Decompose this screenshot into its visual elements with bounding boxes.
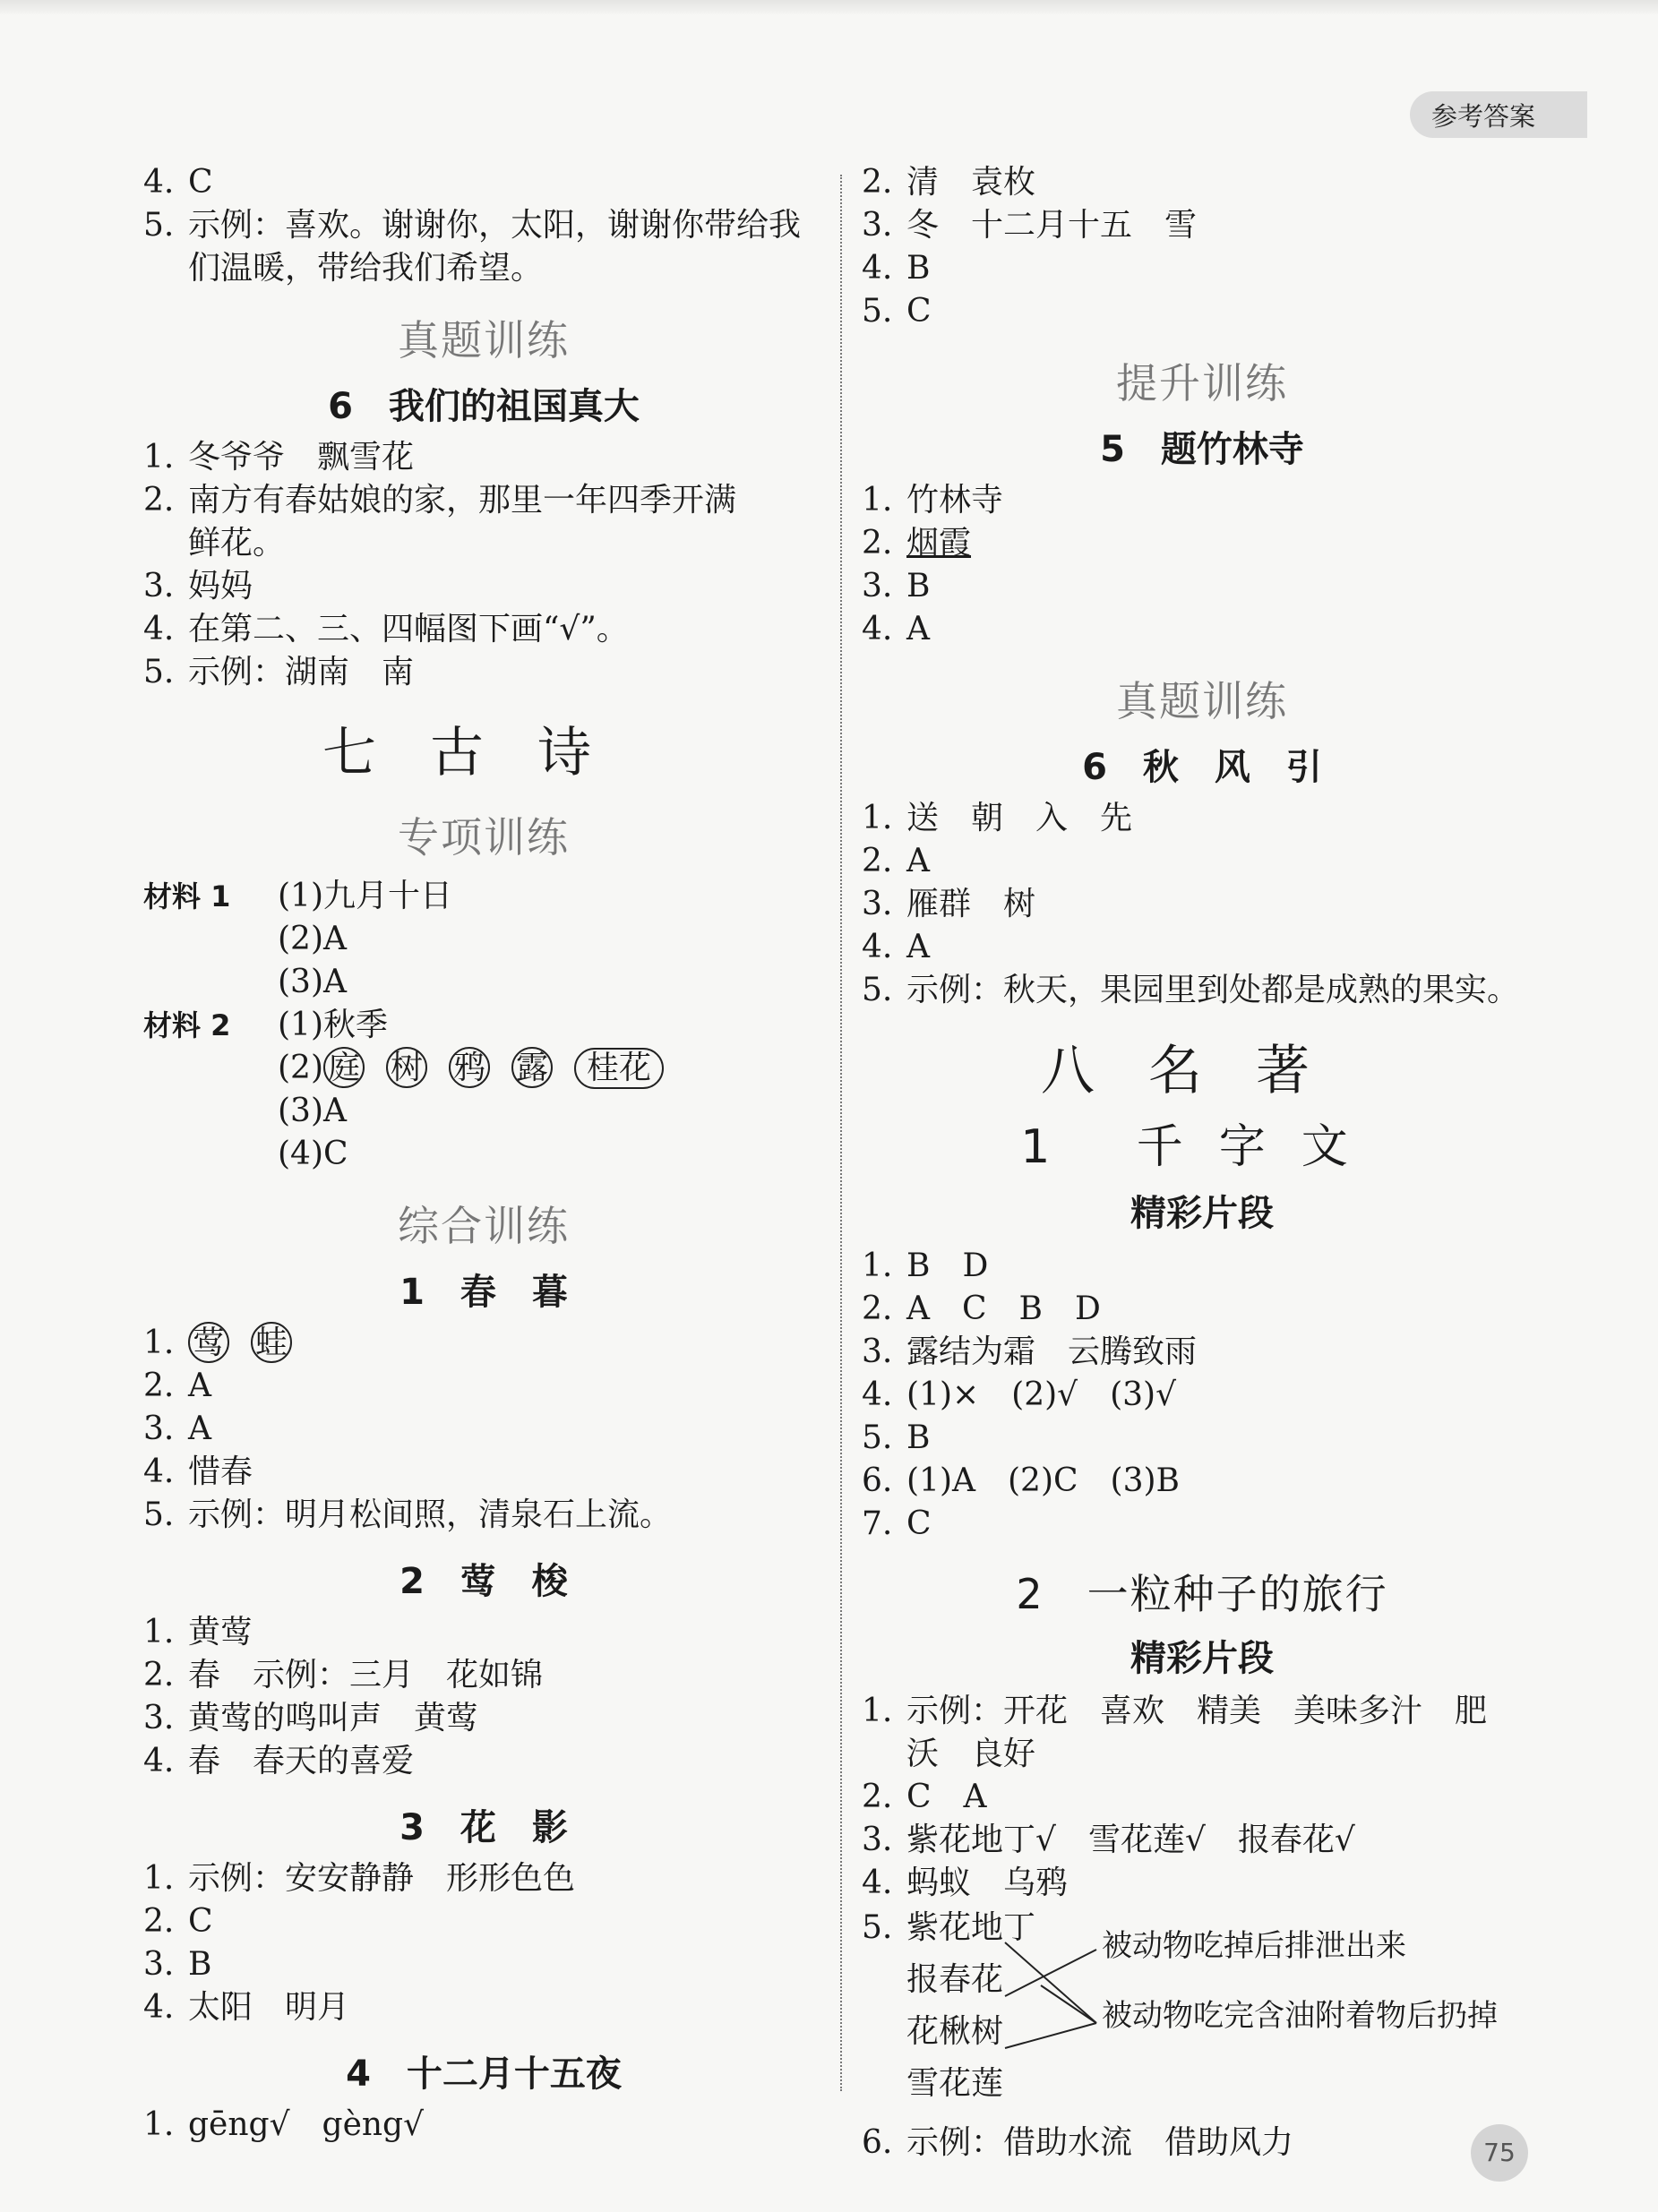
section-heading: 专项训练 bbox=[398, 813, 570, 862]
answer-line: 4. A bbox=[862, 611, 930, 647]
answer-line: 2. A C B D bbox=[862, 1290, 1101, 1327]
matching-diagram: 5. 紫花地丁 报春花 花楸树 雪花莲 被动物吃掉后排泄出来 被动物吃完含油附着物后扔掉 bbox=[862, 1907, 1542, 2122]
poem-title: 3 花 影 bbox=[399, 1807, 568, 1848]
page-number: 75 bbox=[1471, 2124, 1528, 2182]
answer-line: 4. C bbox=[143, 164, 213, 201]
answer-continuation: 沃 良好 bbox=[906, 1736, 1036, 1772]
poem-title: 5 题竹林寺 bbox=[1100, 429, 1304, 470]
answer-line: 1. B D bbox=[862, 1247, 989, 1284]
answer-line: 1. gēng√ gèng√ bbox=[143, 2106, 425, 2143]
book-title: 1 千字文 bbox=[1020, 1120, 1384, 1174]
answer-line: 5. 示例：湖南 南 bbox=[143, 654, 415, 690]
unit-title: 八名著 bbox=[1041, 1040, 1363, 1102]
match-right-item: 被动物吃完含油附着物后扔掉 bbox=[1102, 1998, 1498, 2034]
answer-line: 3. B bbox=[143, 1946, 212, 1983]
answer-line: 3. 露结为霜 云腾致雨 bbox=[862, 1333, 1198, 1370]
circled-char: 庭 bbox=[323, 1047, 365, 1088]
answer-line: 5. C bbox=[862, 293, 932, 330]
answer-line: 2. C A bbox=[862, 1779, 987, 1815]
answer-line: 2. 清 袁枚 bbox=[862, 164, 1036, 201]
answer-line: 4. 在第二、三、四幅图下画“√”。 bbox=[143, 611, 629, 647]
answer-line: 6. 示例：借助水流 借助风力 bbox=[862, 2124, 1294, 2161]
answer-line: 2. 春 示例：三月 花如锦 bbox=[143, 1657, 544, 1693]
poem-title: 4 十二月十五夜 bbox=[346, 2053, 622, 2095]
material-line: (4)C bbox=[278, 1136, 348, 1172]
book-title: 2 一粒种子的旅行 bbox=[1016, 1570, 1388, 1618]
material-line: (3)A bbox=[278, 964, 347, 1000]
answer-line: 4. B bbox=[862, 250, 931, 287]
section-heading: 提升训练 bbox=[1116, 359, 1288, 407]
unit-title: 七古诗 bbox=[322, 722, 645, 784]
circled-char: 莺 bbox=[188, 1322, 229, 1363]
left-column bbox=[143, 161, 824, 2147]
match-left-item: 花楸树 bbox=[906, 2013, 1004, 2050]
chapter-title: 6 我们的祖国真大 bbox=[328, 386, 640, 427]
right-column bbox=[862, 161, 1542, 2165]
answer-line: 3. 雁群 树 bbox=[862, 886, 1036, 922]
answer-line: 5. 示例：喜欢。谢谢你，太阳，谢谢你带给我 bbox=[143, 207, 802, 244]
match-right-item: 被动物吃掉后排泄出来 bbox=[1102, 1928, 1406, 1964]
answer-line: 3. 冬 十二月十五 雪 bbox=[862, 207, 1198, 244]
answer-line: 2. C bbox=[143, 1903, 213, 1940]
answer-line: 6. (1)A (2)C (3)B bbox=[862, 1462, 1180, 1499]
subsection-heading: 精彩片段 bbox=[1130, 1638, 1274, 1679]
answer-line: 3. 妈妈 bbox=[143, 568, 253, 604]
poem-title: 2 莺 梭 bbox=[399, 1561, 568, 1602]
answer-line: 3. B bbox=[862, 568, 931, 604]
matching-lines bbox=[862, 1907, 1542, 2122]
answer-line: 4. 蚂蚁 乌鸦 bbox=[862, 1865, 1069, 1901]
section-heading: 真题训练 bbox=[398, 316, 570, 364]
answer-line: 1. 莺 蛙 bbox=[143, 1322, 824, 1365]
answer-line: 2. 南方有春姑娘的家，那里一年四季开满 bbox=[143, 482, 737, 519]
material-line: 材料 2 (1)秋季 bbox=[143, 1007, 388, 1043]
material-line: 材料 1 (1)九月十日 bbox=[143, 878, 452, 914]
subsection-heading: 精彩片段 bbox=[1130, 1193, 1274, 1234]
section-heading: 真题训练 bbox=[1116, 677, 1288, 725]
material-line: (3)A bbox=[278, 1093, 347, 1129]
answer-line: 4. 太阳 明月 bbox=[143, 1989, 350, 2026]
answer-line: 7. C bbox=[862, 1505, 932, 1542]
answer-line: 3. A bbox=[143, 1410, 211, 1447]
answer-line: 4. 惜春 bbox=[143, 1453, 253, 1490]
section-heading: 综合训练 bbox=[398, 1202, 570, 1250]
answer-line: 2. 烟霞 bbox=[862, 525, 972, 562]
answer-line: 5. B bbox=[862, 1419, 931, 1456]
circled-char: 鸦 bbox=[449, 1047, 490, 1088]
answer-line: 4. (1)× (2)√ (3)√ bbox=[862, 1376, 1177, 1413]
answer-line: 2. A bbox=[862, 843, 930, 879]
material-line: (2)A bbox=[278, 921, 347, 957]
answer-line: 1. 示例：开花 喜欢 精美 美味多汁 肥 bbox=[862, 1693, 1488, 1729]
answer-line: 3. 紫花地丁√ 雪花莲√ 报春花√ bbox=[862, 1822, 1355, 1858]
match-left-item: 报春花 bbox=[906, 1961, 1004, 1998]
answer-line: 5. 示例：秋天，果园里到处都是成熟的果实。 bbox=[862, 972, 1520, 1008]
answer-line: 1. 示例：安安静静 形形色色 bbox=[143, 1860, 576, 1897]
match-left-item: 紫花地丁 bbox=[906, 1909, 1036, 1946]
answer-line: 4. 春 春天的喜爱 bbox=[143, 1743, 415, 1779]
column-divider bbox=[840, 175, 842, 2091]
poem-title: 6 秋 风 引 bbox=[1082, 747, 1322, 788]
answer-continuation: 鲜花。 bbox=[188, 525, 286, 562]
material-line: (2) 庭 树 鸦 露 桂花 bbox=[143, 1047, 824, 1090]
answer-line: 3. 黄莺的鸣叫声 黄莺 bbox=[143, 1700, 479, 1736]
answer-line: 1. 黄莺 bbox=[143, 1614, 253, 1650]
circled-char: 露 bbox=[511, 1047, 553, 1088]
answer-line: 2. A bbox=[143, 1367, 211, 1404]
answer-line: 1. 冬爷爷 飘雪花 bbox=[143, 439, 415, 476]
section-tab: 参考答案 bbox=[1410, 91, 1587, 138]
underlined-answer: 烟霞 bbox=[906, 525, 972, 562]
answer-line: 1. 送 朝 入 先 bbox=[862, 800, 1133, 836]
circled-word: 桂花 bbox=[574, 1048, 664, 1089]
answer-line: 1. 竹林寺 bbox=[862, 482, 1004, 519]
circled-char: 树 bbox=[386, 1047, 427, 1088]
match-left-item: 雪花莲 bbox=[906, 2065, 1004, 2102]
poem-title: 1 春 暮 bbox=[399, 1272, 568, 1313]
answer-line: 5. 示例：明月松间照，清泉石上流。 bbox=[143, 1496, 673, 1533]
answer-line: 4. A bbox=[862, 929, 930, 965]
circled-char: 蛙 bbox=[251, 1322, 292, 1363]
top-strip bbox=[0, 0, 1658, 14]
answer-continuation: 们温暖，带给我们希望。 bbox=[188, 250, 544, 287]
